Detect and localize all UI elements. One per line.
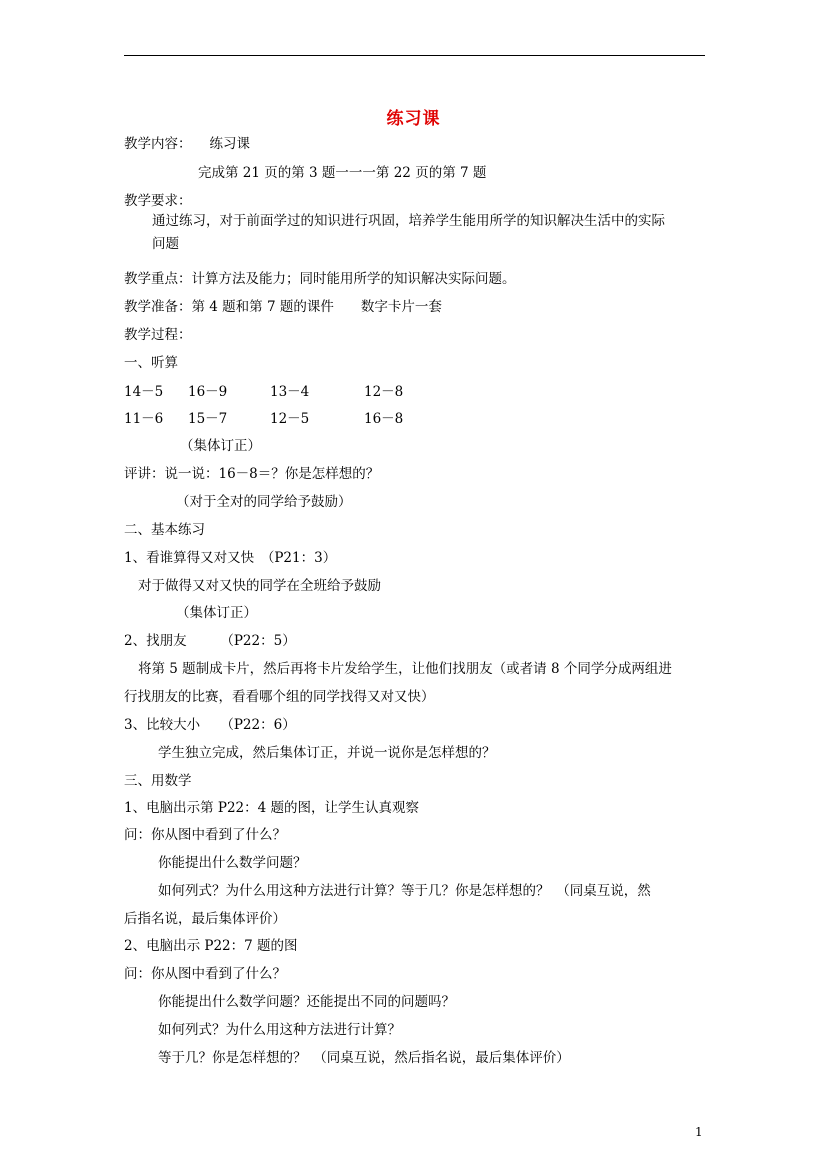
math-item: 12－5 — [270, 411, 310, 427]
item-2-line-1: 将第 5 题制成卡片，然后再将卡片发给学生，让他们找朋友（或者请 8 个同学分成两组进 — [138, 661, 672, 677]
content-row — [124, 135, 250, 153]
math-item: 14－5 — [124, 384, 164, 400]
math-item: 12－8 — [364, 384, 404, 400]
requirements-label: 教学要求： — [124, 193, 192, 209]
page-title: 练习课 — [386, 109, 441, 129]
use-1-question-1: 问：你从图中看到了什么？ — [124, 827, 286, 843]
collective-check-1: （集体订正） — [180, 438, 261, 454]
key-points: 教学重点：计算方法及能力；同时能用所学的知识解决实际问题。 — [124, 271, 516, 287]
page-number: 1 — [695, 1125, 703, 1139]
use-2-question-2: 你能提出什么数学问题？还能提出不同的问题吗？ — [158, 994, 455, 1010]
content-label: 教学内容： — [124, 136, 192, 152]
use-2: 2、电脑出示 P22：7 题的图 — [124, 938, 298, 954]
item-1-note: 对于做得又对又快的同学在全班给予鼓励 — [138, 578, 381, 594]
use-2-question-1: 问：你从图中看到了什么？ — [124, 966, 286, 982]
item-2: 2、找朋友 （P22：5） — [124, 633, 296, 649]
section-listen-calc: 一、听算 — [124, 355, 178, 371]
use-1: 1、电脑出示第 P22：4 题的图，让学生认真观察 — [124, 800, 420, 816]
content-value: 练习课 — [209, 136, 250, 152]
process-label: 教学过程： — [124, 327, 192, 343]
collective-check-2: （集体订正） — [176, 605, 257, 621]
item-1: 1、看谁算得又对又快 （P21：3） — [124, 550, 337, 566]
header-rule — [124, 55, 705, 56]
math-item: 16－8 — [364, 411, 404, 427]
item-3-note: 学生独立完成，然后集体订正，并说一说你是怎样想的？ — [158, 745, 496, 761]
section-use-math: 三、用数学 — [124, 773, 192, 789]
use-2-question-3: 如何列式？为什么用这种方法进行计算？ — [158, 1022, 401, 1038]
math-item: 15－7 — [188, 411, 228, 427]
encourage-note: （对于全对的同学给予鼓励） — [176, 494, 352, 510]
item-3: 3、比较大小 （P22：6） — [124, 717, 296, 733]
math-item: 13－4 — [270, 384, 310, 400]
math-item: 11－6 — [124, 411, 164, 427]
item-2-line-2: 行找朋友的比赛，看看哪个组的同学找得又对又快） — [124, 689, 435, 705]
use-1-question-3: 如何列式？为什么用这种方法进行计算？等于几？你是怎样想的？ （同桌互说，然 — [158, 883, 651, 899]
use-1-question-2: 你能提出什么数学问题？ — [158, 855, 307, 871]
use-2-question-4: 等于几？你是怎样想的？ （同桌互说，然后指名说，最后集体评价） — [158, 1050, 570, 1066]
requirements-line-2: 问题 — [152, 236, 179, 252]
math-item: 16－9 — [188, 384, 228, 400]
requirements-line-1: 通过练习，对于前面学过的知识进行巩固，培养学生能用所学的知识解决生活中的实际 — [152, 213, 665, 229]
section-basic-practice: 二、基本练习 — [124, 522, 205, 538]
comment: 评讲：说一说：16－8＝？你是怎样想的？ — [124, 466, 380, 482]
content-detail: 完成第 21 页的第 3 题一一一第 22 页的第 7 题 — [198, 165, 487, 181]
preparation: 教学准备：第 4 题和第 7 题的课件 数字卡片一套 — [124, 299, 442, 315]
use-1-question-3-continued: 后指名说，最后集体评价） — [124, 911, 286, 927]
